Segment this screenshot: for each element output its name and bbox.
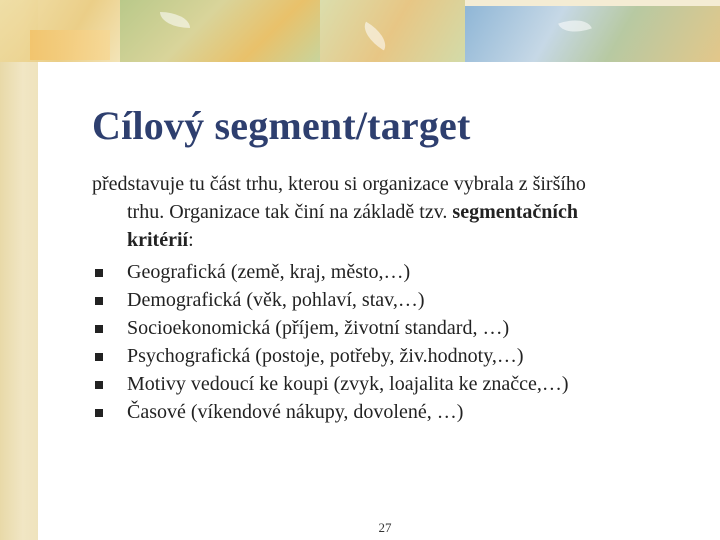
list-item-text: Demografická (věk, pohlaví, stav,…) bbox=[127, 289, 425, 311]
intro-paragraph bbox=[92, 170, 702, 254]
criteria-list bbox=[92, 258, 702, 426]
left-decorative-strip bbox=[0, 0, 38, 540]
banner-tile bbox=[320, 0, 465, 62]
intro-line: představuje tu část trhu, kterou si organizace vybrala z širšího bbox=[92, 173, 586, 195]
square-bullet-icon bbox=[95, 325, 103, 333]
intro-text: trhu. Organizace tak činí na základě tzv. bbox=[127, 201, 453, 223]
list-item bbox=[92, 286, 702, 314]
decorative-banner bbox=[0, 0, 720, 62]
banner-tile bbox=[30, 30, 110, 60]
list-item-text: Motivy vedoucí ke koupi (zvyk, loajalita ke značce,…) bbox=[127, 373, 569, 395]
square-bullet-icon bbox=[95, 409, 103, 417]
list-item-text: Časové (víkendové nákupy, dovolené, …) bbox=[127, 401, 464, 423]
intro-line bbox=[92, 226, 702, 254]
list-item bbox=[92, 398, 702, 426]
intro-bold-term: kritérií bbox=[127, 229, 189, 251]
slide-title: Cílový segment/target bbox=[92, 103, 471, 148]
list-item-text: Socioekonomická (příjem, životní standard, …) bbox=[127, 317, 510, 339]
square-bullet-icon bbox=[95, 269, 103, 277]
square-bullet-icon bbox=[95, 381, 103, 389]
list-item-text: Psychografická (postoje, potřeby, živ.hodnoty,…) bbox=[127, 345, 524, 367]
list-item-text: Geografická (země, kraj, město,…) bbox=[127, 261, 411, 283]
list-item bbox=[92, 314, 702, 342]
list-item bbox=[92, 370, 702, 398]
intro-text: : bbox=[188, 229, 194, 251]
intro-line bbox=[92, 198, 702, 226]
square-bullet-icon bbox=[95, 353, 103, 361]
list-item bbox=[92, 258, 702, 286]
intro-bold-term: segmentačních bbox=[452, 201, 578, 223]
banner-tile bbox=[465, 6, 720, 62]
square-bullet-icon bbox=[95, 297, 103, 305]
page-number: 27 bbox=[378, 520, 392, 535]
list-item bbox=[92, 342, 702, 370]
banner-tile bbox=[120, 0, 320, 62]
